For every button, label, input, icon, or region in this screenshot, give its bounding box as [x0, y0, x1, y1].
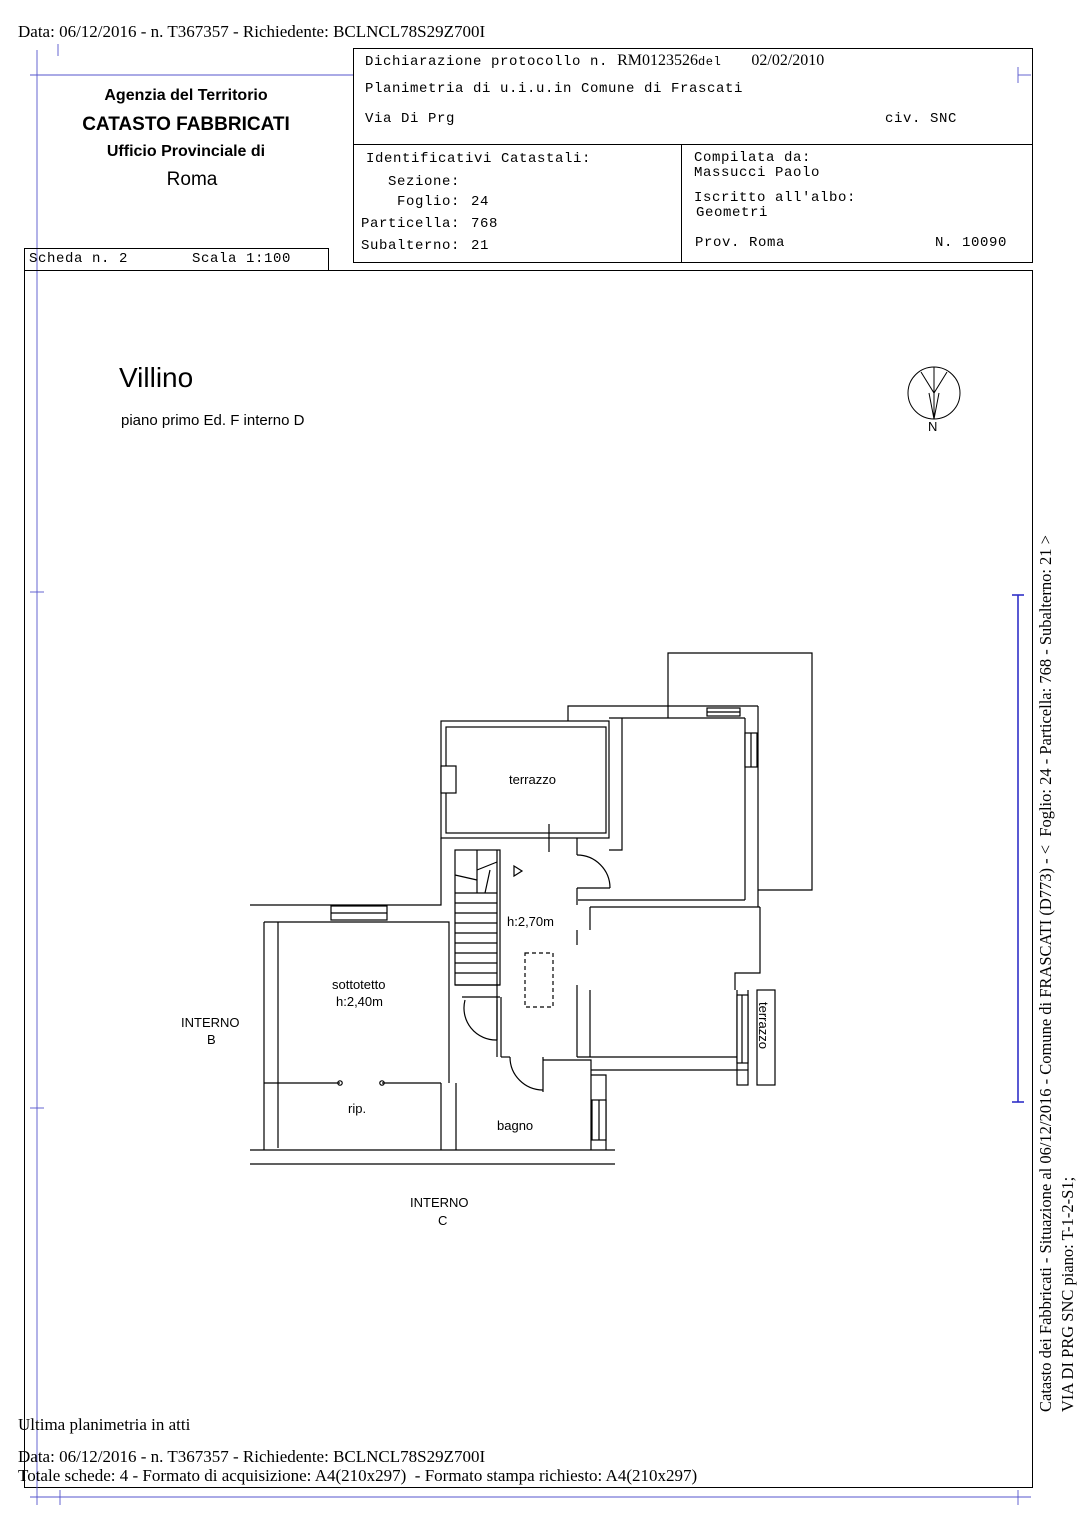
drawing-title: Villino: [119, 362, 194, 393]
side-note-line1: Catasto dei Fabbricati - Situazione al 06/12/2016 - Comune di FRASCATI (D773) - < Foglio: 24 - Particella: 768 - Subalterno: 21 >: [1036, 535, 1055, 1412]
scale-label: Scala 1:100: [192, 251, 292, 267]
compilata-label: Compilata da:: [694, 150, 812, 166]
scheda-box: [24, 248, 329, 271]
catasto-title: CATASTO FABBRICATI: [82, 114, 290, 135]
neighbor-letter-b: B: [207, 1032, 216, 1047]
identificativi-title: Identificativi Catastali:: [366, 151, 592, 167]
footer-data-line: Data: 06/12/2016 - n. T367357 - Richiedente: BCLNCL78S29Z700I: [18, 1447, 486, 1466]
neighbor-label-interno-c: INTERNO: [410, 1195, 469, 1210]
box-divider-vertical: [681, 144, 682, 262]
protocol-label: Dichiarazione protocollo n.: [365, 54, 609, 70]
particella-value: 768: [471, 216, 499, 232]
box-divider-horizontal: [354, 144, 1032, 145]
north-label: N: [928, 419, 938, 434]
registration-number: N. 10090: [935, 235, 1008, 251]
room-label-terrazzo-side: terrazzo: [756, 1002, 771, 1049]
neighbor-label-interno-b: INTERNO: [181, 1015, 240, 1030]
room-height-corridor: h:2,70m: [507, 914, 554, 929]
scheda-number: Scheda n. 2: [29, 251, 129, 267]
room-label-sottotetto: sottotetto: [332, 977, 386, 992]
room-height-sottotetto: h:2,40m: [336, 994, 383, 1009]
ufficio-label: Ufficio Provinciale di: [106, 143, 266, 160]
albo-value: Geometri: [696, 205, 769, 221]
planimetria-line: Planimetria di u.i.u.in Comune di Frascati: [365, 81, 744, 97]
ultima-planimetria-marker: [1012, 595, 1024, 1102]
footer-ultima-planimetria: Ultima planimetria in atti: [18, 1415, 191, 1434]
protocol-date: 02/02/2010: [751, 52, 825, 69]
protocol-row: [365, 53, 824, 70]
albo-label: Iscritto all'albo:: [694, 190, 857, 206]
footer-totale-line: Totale schede: 4 - Formato di acquisizione: A4(210x297) - Formato stampa richiesto: A4(210x297): [18, 1466, 698, 1485]
declaration-box: [353, 48, 1033, 263]
compilatore-name: Massucci Paolo: [694, 165, 821, 181]
province-label: Prov. Roma: [695, 235, 786, 251]
ufficio-city: Roma: [166, 169, 218, 190]
address-civic: civ. SNC: [885, 111, 958, 127]
address-street: Via Di Prg: [365, 111, 456, 127]
sezione-label: Sezione:: [388, 174, 461, 190]
header-top-line: Data: 06/12/2016 - n. T367357 - Richiedente: BCLNCL78S29Z700I: [18, 22, 486, 41]
neighbor-letter-c: C: [438, 1213, 448, 1228]
foglio-label: Foglio:: [397, 194, 461, 210]
foglio-value: 24: [471, 194, 490, 210]
agency-name: Agenzia del Territorio: [104, 87, 268, 104]
subalterno-label: Subalterno:: [361, 238, 461, 254]
side-note-line2: VIA DI PRG SNC piano: T-1-2-S1;: [1058, 1176, 1077, 1412]
room-label-rip: rip.: [348, 1101, 367, 1116]
protocol-number: RM0123526: [617, 52, 698, 69]
north-arrow-icon: [908, 367, 960, 419]
subalterno-value: 21: [471, 238, 490, 254]
room-label-terrazzo: terrazzo: [509, 772, 556, 787]
particella-label: Particella:: [361, 216, 461, 232]
drawing-subtitle: piano primo Ed. F interno D: [121, 412, 305, 429]
floor-plan: [250, 653, 812, 1164]
room-label-bagno: bagno: [497, 1118, 534, 1133]
protocol-del: del: [697, 55, 722, 69]
